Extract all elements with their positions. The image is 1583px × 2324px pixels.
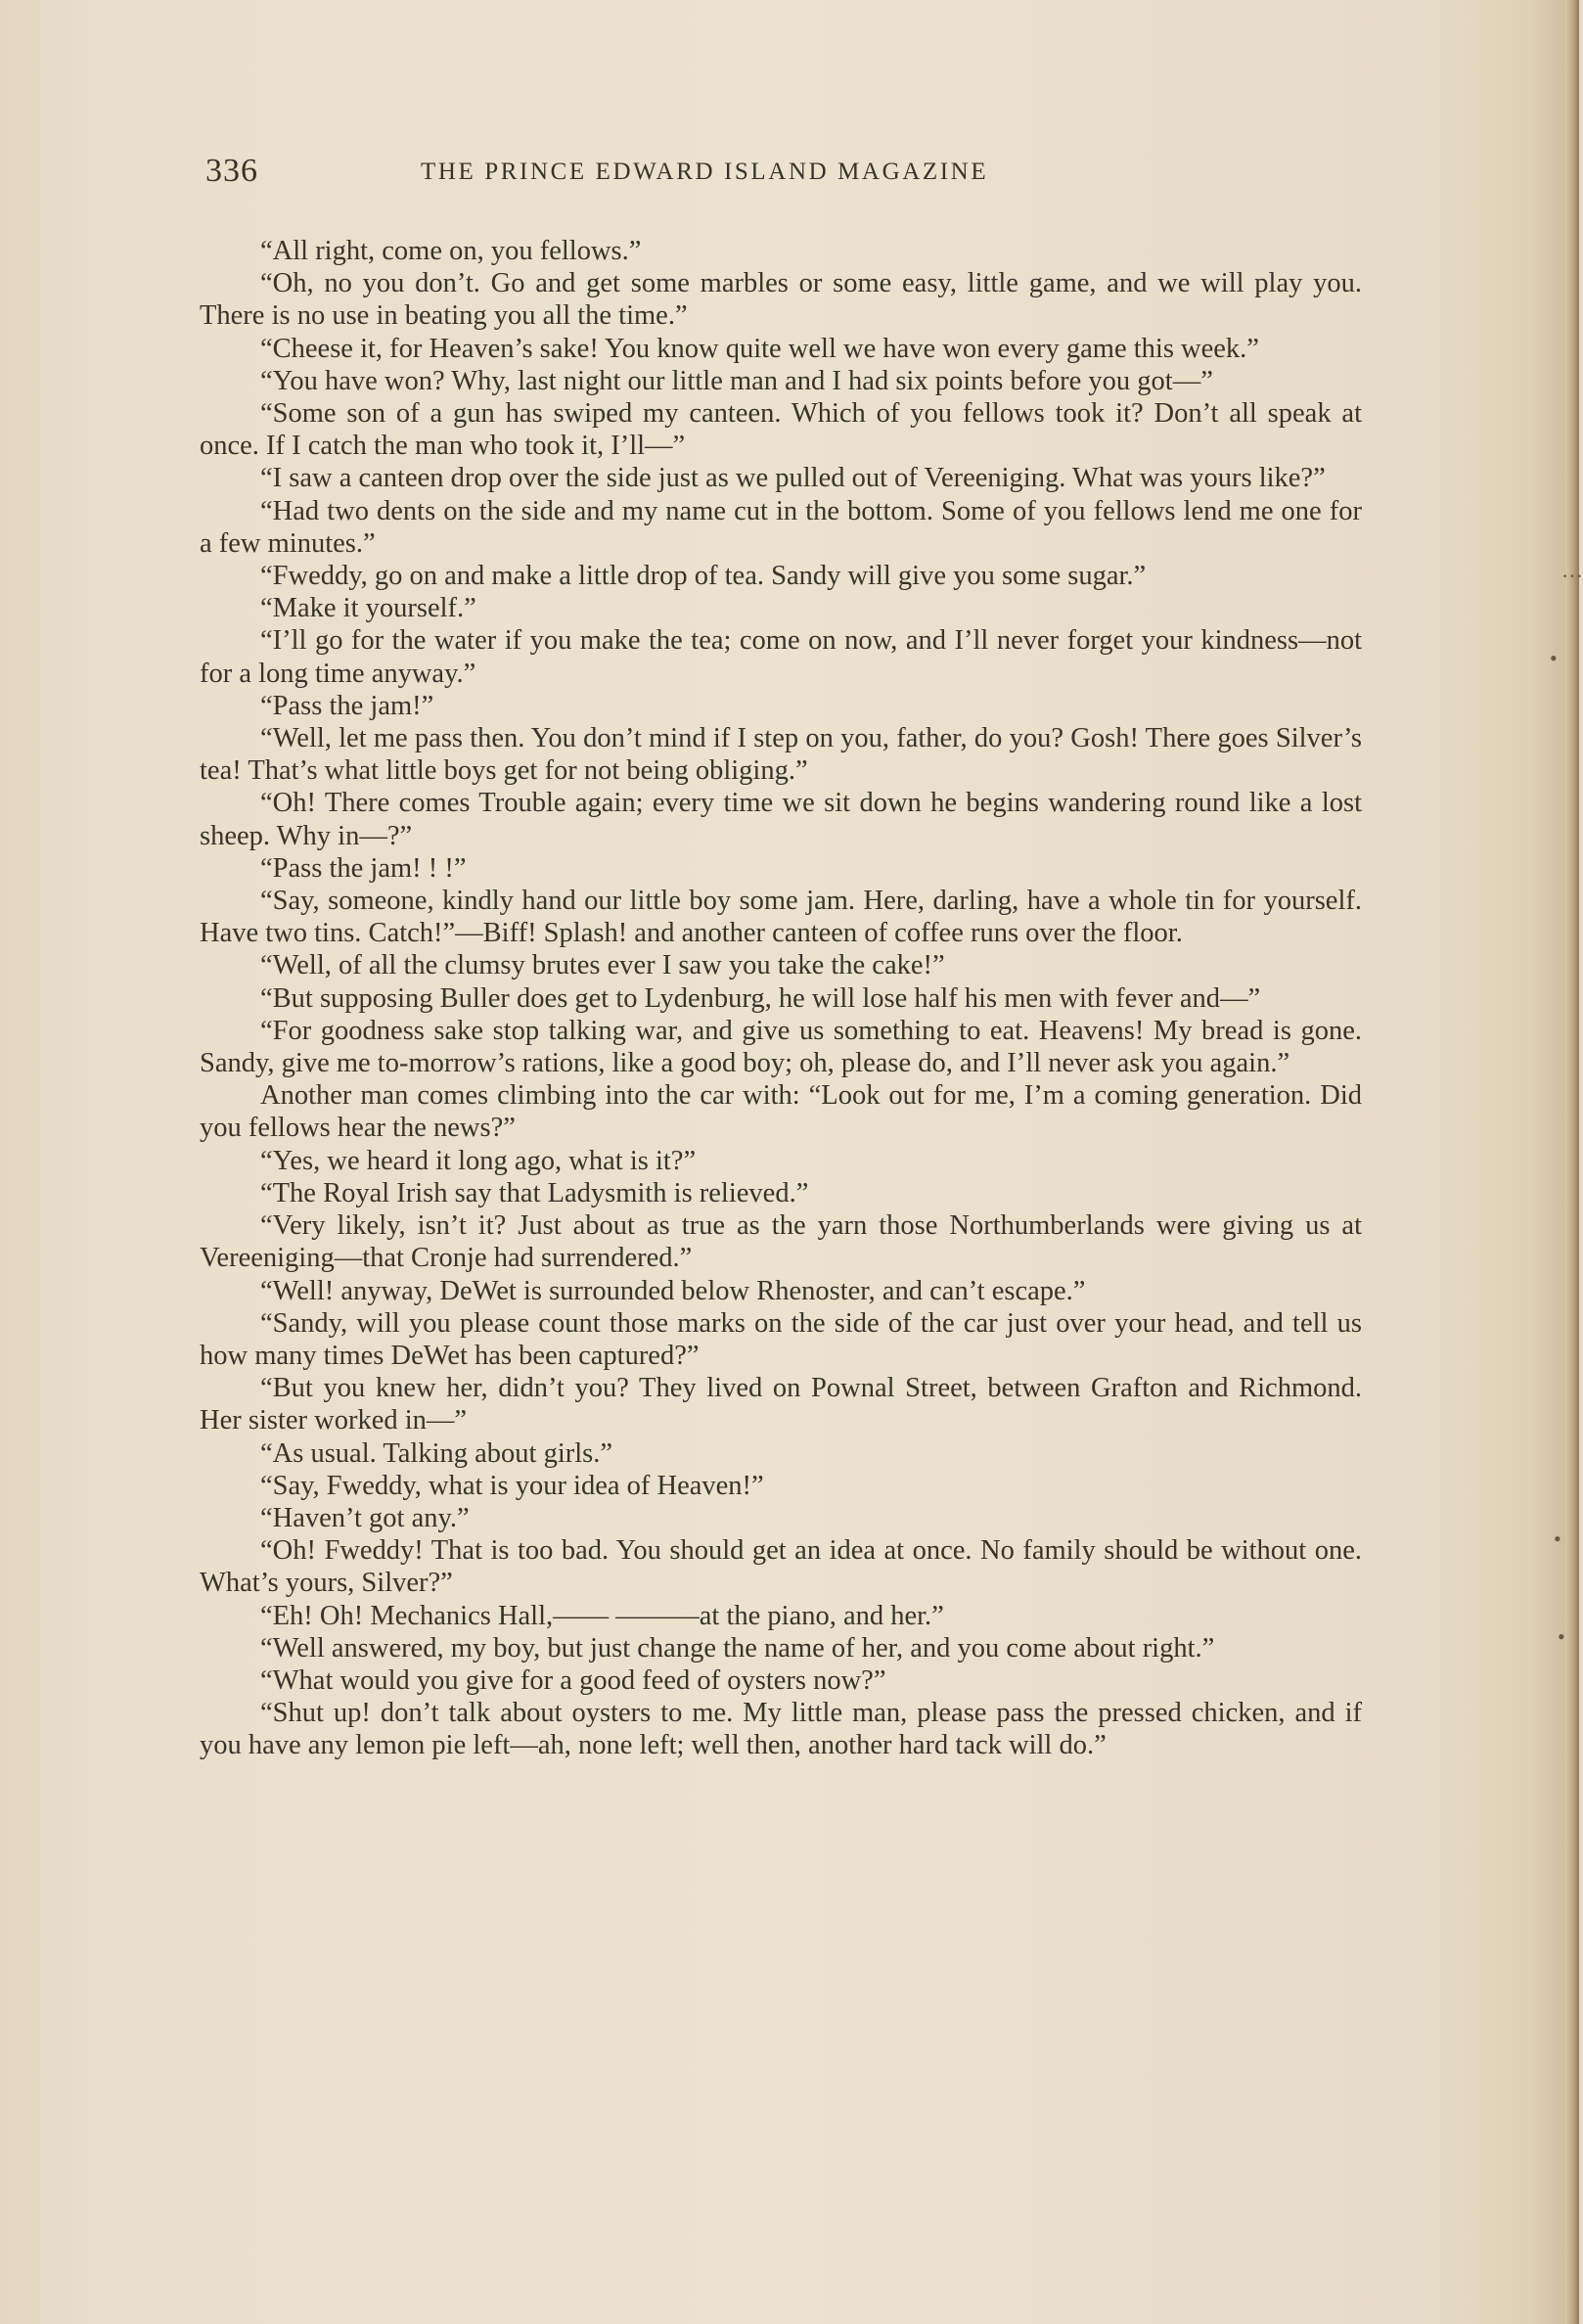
paragraph: “Well! anyway, DeWet is surrounded below Rhenoster, and can’t escape.”: [260, 1275, 1086, 1306]
running-head: THE PRINCE EDWARD ISLAND MAGAZINE: [421, 159, 989, 185]
paragraph: “Fweddy, go on and make a little drop of tea. Sandy will give you some sugar.”: [260, 561, 1147, 592]
page-spine-edge: [1565, 0, 1579, 2324]
paragraph: “For goodness sake stop talking war, and give us something to eat. Heavens! My bread is gone. Sandy, give me to-morrow’s rations, like a good boy; oh, please do, and I’ll never ask you again.”: [200, 1015, 1362, 1079]
paragraph: “Well, of all the clumsy brutes ever I saw you take the cake!”: [260, 950, 945, 981]
paragraph: “The Royal Irish say that Ladysmith is relieved.”: [260, 1177, 809, 1208]
paragraph: “I’ll go for the water if you make the tea; come on now, and I’ll never forget your kindness—not for a long time anyway.”: [200, 625, 1362, 689]
paragraph: “Well answered, my boy, but just change the name of her, and you come about right.”: [260, 1632, 1215, 1663]
paragraph: “Had two dents on the side and my name cut in the bottom. Some of you fellows lend me one for a few minutes.”: [200, 495, 1362, 559]
margin-speck: •: [1558, 1624, 1565, 1649]
paragraph: “Cheese it, for Heaven’s sake! You know quite well we have won every game this week.”: [260, 333, 1259, 364]
paragraph: “Say, Fweddy, what is your idea of Heaven!”: [260, 1470, 764, 1501]
paragraph: “Say, someone, kindly hand our little boy some jam. Here, darling, have a whole tin for yourself. Have two tins. Catch!”—Biff! Splash! and another canteen of coffee runs over the floor.: [200, 886, 1362, 949]
paragraph: “Oh! Fweddy! That is too bad. You should get an idea at once. No family should be without one. What’s yours, Silver?”: [200, 1535, 1362, 1599]
page-header: [205, 153, 1331, 196]
paragraph: “As usual. Talking about girls.”: [260, 1437, 613, 1469]
paragraph: “Oh, no you don’t. Go and get some marbles or some easy, little game, and we will play you. There is no use in beating you all the time.”: [200, 268, 1362, 332]
margin-speck: …: [1561, 558, 1583, 582]
page-number: 336: [205, 153, 258, 189]
paragraph: “What would you give for a good feed of oysters now?”: [260, 1664, 886, 1696]
margin-speck: •: [1554, 1527, 1561, 1551]
paragraph: “But you knew her, didn’t you? They lived on Pownal Street, between Grafton and Richmond. Her sister worked in—”: [200, 1373, 1362, 1436]
paragraph: “Make it yourself.”: [260, 593, 476, 624]
paragraph: “Haven’t got any.”: [260, 1502, 470, 1533]
paragraph: “But supposing Buller does get to Lydenburg, he will lose half his men with fever and—”: [260, 982, 1261, 1014]
paragraph: “I saw a canteen drop over the side just as we pulled out of Vereeniging. What was yours like?”: [260, 463, 1326, 494]
paragraph: Another man comes climbing into the car with: “Look out for me, I’m a coming generation. Did you fellows hear the news?”: [200, 1080, 1362, 1144]
paragraph: “All right, come on, you fellows.”: [260, 236, 642, 266]
paragraph: “Well, let me pass then. You don’t mind if I step on you, father, do you? Gosh! There goes Silver’s tea! That’s what little boys get for not being obliging.”: [200, 723, 1362, 787]
margin-speck: •: [1550, 646, 1558, 670]
paragraph: “Shut up! don’t talk about oysters to me. My little man, please pass the pressed chicken, and if you have any lemon pie left—ah, none left; well then, another hard tack will do.”: [200, 1698, 1362, 1761]
paragraph: “Pass the jam!”: [260, 690, 434, 721]
paragraph: “Eh! Oh! Mechanics Hall,—— ———at the piano, and her.”: [260, 1600, 944, 1631]
paragraph: “You have won? Why, last night our little man and I had six points before you got—”: [260, 365, 1213, 396]
paragraph: “Oh! There comes Trouble again; every time we sit down he begins wandering round like a lost sheep. Why in—?”: [200, 788, 1362, 851]
paragraph: “Sandy, will you please count those marks on the side of the car just over your head, and tell us how many times DeWet has been captured?”: [200, 1307, 1362, 1371]
body-text: [200, 235, 1362, 1762]
paragraph: “Very likely, isn’t it? Just about as true as the yarn those Northumberlands were giving us at Vereeniging—that Cronje had surrendered.”: [200, 1210, 1362, 1274]
paragraph: “Some son of a gun has swiped my canteen. Which of you fellows took it? Don’t all speak at once. If I catch the man who took it, I’ll—”: [200, 398, 1362, 462]
paragraph: “Pass the jam! ! !”: [260, 852, 467, 884]
paragraph: “Yes, we heard it long ago, what is it?”: [260, 1145, 697, 1176]
